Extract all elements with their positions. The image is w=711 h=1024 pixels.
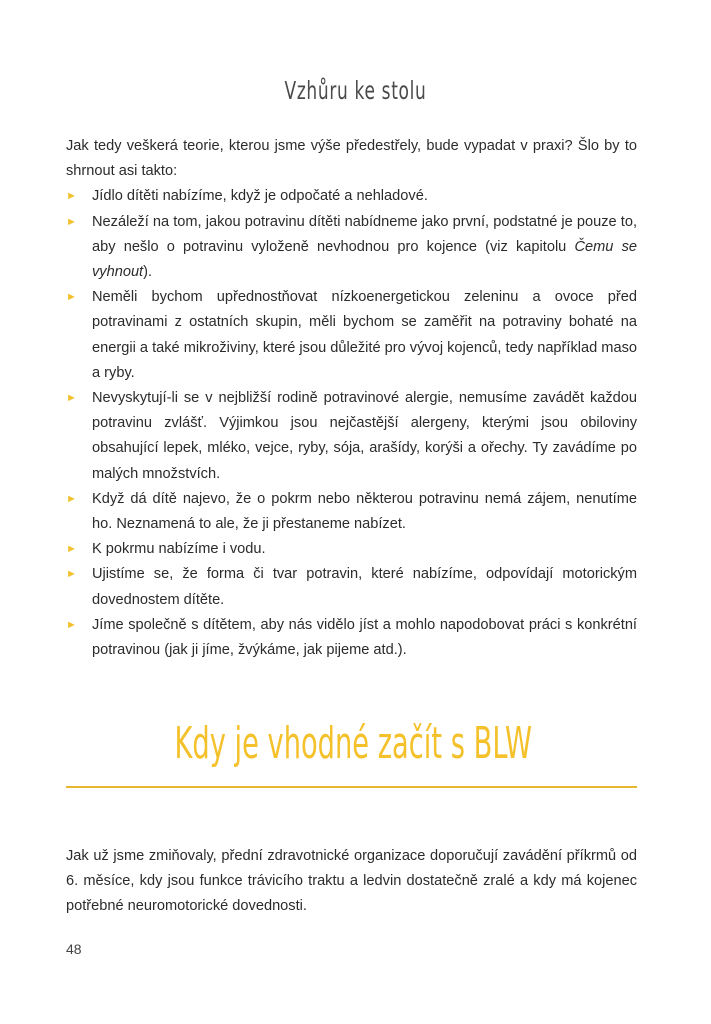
- page-number: 48: [66, 941, 82, 957]
- section-subtitle: Vzhůru ke stolu: [284, 76, 427, 105]
- intro-block: [66, 134, 637, 663]
- list-item: ► Nezáleží na tom, jakou potravinu dítěti nabídneme jako první, podstatné je pouze to, aby nešlo o potravinu vyloženě nevhodnou pro kojence (viz kapitolu Čemu se vyhnout).: [66, 210, 637, 286]
- list-item: ► Jíme společně s dítětem, aby nás vidělo jíst a mohlo napodobovat práci s konkrétní potravinou (jak ji jíme, žvýkáme, jak pijeme atd.).: [66, 613, 637, 663]
- triangle-right-icon: ►: [66, 215, 77, 228]
- bullet-list: [66, 184, 637, 663]
- triangle-right-icon: ►: [66, 618, 77, 631]
- list-item: ► Ujistíme se, že forma či tvar potravin, které nabízíme, odpovídají motorickým dovednostem dítěte.: [66, 562, 637, 612]
- list-item: ► Když dá dítě najevo, že o pokrm nebo některou potravinu nemá zájem, nenutíme ho. Neznamená to ale, že ji přestaneme nabízet.: [66, 487, 637, 537]
- triangle-right-icon: ►: [66, 392, 77, 405]
- heading-divider: [66, 786, 637, 788]
- triangle-right-icon: ►: [66, 568, 77, 581]
- triangle-right-icon: ►: [66, 291, 77, 304]
- list-item: ► Neměli bychom upřednostňovat nízkoenergetickou zeleninu a ovoce před potravinami z ostatních skupin, měli bychom se zaměřit na potraviny bohaté na energii a také mikroživiny, které jsou důležité pro vývoj kojenců, tedy například maso a ryby.: [66, 285, 637, 386]
- body-paragraph: Jak už jsme zmiňovaly, přední zdravotnické organizace doporučují zavádění příkrmů od 6. měsíce, kdy jsou funkce trávicího traktu a ledvin dostatečně zralé a kdy má kojenec potřebné neuromotorické dovednosti.: [66, 848, 637, 915]
- chapter-heading: Kdy je vhodné začít s BLW: [174, 718, 532, 769]
- triangle-right-icon: ►: [66, 190, 77, 203]
- triangle-right-icon: ►: [66, 543, 77, 556]
- list-item: ► Jídlo dítěti nabízíme, když je odpočaté a nehladové.: [66, 184, 637, 209]
- chapter-reference: Čemu se vyhnout: [92, 238, 637, 281]
- chapter-body: [66, 844, 637, 920]
- triangle-right-icon: ►: [66, 492, 77, 505]
- list-item: ► K pokrmu nabízíme i vodu.: [66, 537, 637, 562]
- list-item: ► Nevyskytují-li se v nejbližší rodině potravinové alergie, nemusíme zavádět každou potravinu zvlášť. Výjimkou jsou nejčastější alergeny, kterými jsou obiloviny obsahující lepek, mléko, vejce, ryby, sója, arašídy, korýši a ořechy. Ty zavádíme po malých množstvích.: [66, 386, 637, 487]
- intro-paragraph: Jak tedy veškerá teorie, kterou jsme výše předestřely, bude vypadat v praxi? Šlo by to shrnout asi takto:: [66, 138, 637, 180]
